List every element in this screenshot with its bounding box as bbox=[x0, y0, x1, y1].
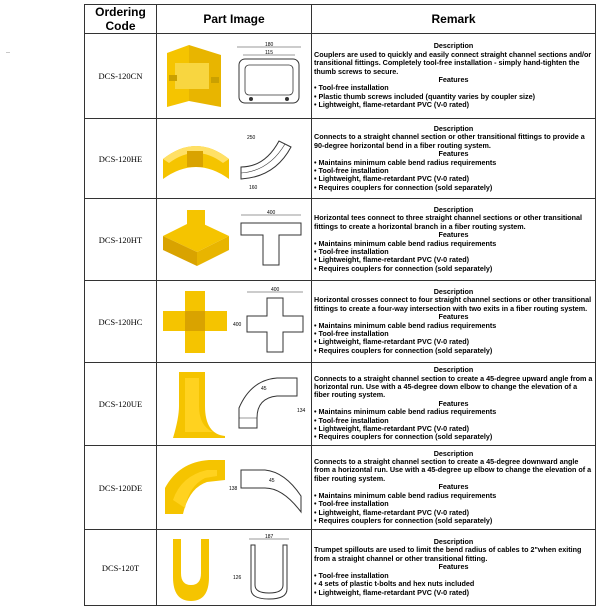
table-row bbox=[85, 199, 596, 281]
feature-item: • Maintains minimum cable bend radius requirements bbox=[314, 322, 593, 330]
feature-item: • Requires couplers for connection (sold separately) bbox=[314, 347, 593, 355]
remark-cell bbox=[312, 281, 596, 363]
features-heading: Features bbox=[438, 398, 469, 408]
dim-label: 45 bbox=[261, 386, 267, 392]
feature-item: • Requires couplers for connection (sold separately) bbox=[314, 184, 593, 192]
ordering-code: DCS-120CN bbox=[85, 34, 157, 119]
horizontal-tee-drawing bbox=[233, 207, 309, 273]
description-text: Horizontal crosses connect to four straight channel sections or other transitional fittings to create a four-way intersection with two exits in a fiber routing system. bbox=[314, 295, 592, 313]
feature-item: • Lightweight, flame-retardant PVC (V-0 rated) bbox=[314, 338, 593, 346]
description-heading: Description bbox=[433, 286, 474, 296]
ordering-code: DCS-120HE bbox=[85, 119, 157, 199]
ordering-code: DCS-120HC bbox=[85, 281, 157, 363]
dim-label: 126 bbox=[233, 574, 242, 581]
coupler-photo bbox=[159, 41, 229, 111]
remark-cell bbox=[312, 446, 596, 530]
feature-item: • Maintains minimum cable bend radius requirements bbox=[314, 492, 593, 500]
scan-mark bbox=[6, 52, 10, 53]
features-heading: Features bbox=[438, 482, 469, 492]
table-row bbox=[85, 363, 596, 446]
feature-item: • Tool-free installation bbox=[314, 330, 593, 338]
dim-label: 160 bbox=[249, 184, 258, 191]
part-image-cell bbox=[157, 199, 312, 281]
remark-cell bbox=[312, 119, 596, 199]
part-image-cell bbox=[157, 34, 312, 119]
part-image-cell bbox=[157, 530, 312, 606]
part-image-cell bbox=[157, 363, 312, 446]
dim-label: 138 bbox=[229, 485, 238, 492]
remark-cell bbox=[312, 530, 596, 606]
up-elbow-drawing bbox=[231, 368, 309, 440]
dim-label: 115 bbox=[265, 50, 273, 56]
description-text: Couplers are used to quickly and easily connect straight channel sections and/or transitional fittings. Completely tool-free installation - simply hand-tighten the thumb screws to secure. bbox=[314, 49, 592, 76]
feature-item: • Tool-free installation bbox=[314, 167, 593, 175]
feature-item: • Lightweight, flame-retardant PVC (V-0 rated) bbox=[314, 509, 593, 517]
trumpet-spillout-photo bbox=[159, 533, 223, 603]
feature-item: • Lightweight, flame-retardant PVC (V-0 rated) bbox=[314, 175, 593, 183]
feature-item: • Tool-free installation bbox=[314, 500, 593, 508]
remark-cell bbox=[312, 34, 596, 119]
dim-label: 400 bbox=[271, 286, 280, 293]
coupler-drawing bbox=[229, 41, 309, 111]
header-part-image: Part Image bbox=[157, 5, 312, 34]
fitting-catalog-table bbox=[84, 4, 596, 606]
feature-item: • Requires couplers for connection (sold separately) bbox=[314, 433, 593, 441]
table-row bbox=[85, 281, 596, 363]
table-row bbox=[85, 119, 596, 199]
horizontal-cross-drawing bbox=[233, 286, 309, 358]
dim-label: 45 bbox=[269, 477, 275, 484]
feature-item: • Requires couplers for connection (sold separately) bbox=[314, 265, 593, 273]
horizontal-cross-photo bbox=[159, 287, 231, 357]
feature-item: • Tool-free installation bbox=[314, 417, 593, 425]
features-heading: Features bbox=[438, 230, 469, 240]
feature-item: • Lightweight, flame-retardant PVC (V-0 rated) bbox=[314, 425, 593, 433]
remark-cell bbox=[312, 363, 596, 446]
feature-item: • Tool-free installation bbox=[314, 84, 593, 92]
horizontal-elbow-photo bbox=[159, 129, 233, 189]
horizontal-elbow-drawing bbox=[235, 127, 309, 191]
part-image-cell bbox=[157, 446, 312, 530]
feature-item: • Maintains minimum cable bend radius requirements bbox=[314, 408, 593, 416]
features-heading: Features bbox=[438, 312, 469, 322]
part-image-cell bbox=[157, 281, 312, 363]
dim-label: 187 bbox=[265, 533, 274, 540]
description-heading: Description bbox=[433, 448, 474, 458]
description-text: Connects to a straight channel section or other transitional fittings to provide a 90-degree horizontal bend in a fiber routing system. bbox=[314, 132, 585, 150]
header-remark: Remark bbox=[312, 5, 596, 34]
feature-item: • Lightweight, flame-retardant PVC (V-0 rated) bbox=[314, 256, 593, 264]
feature-item: • Tool-free installation bbox=[314, 248, 593, 256]
feature-item: • Maintains minimum cable bend radius requirements bbox=[314, 240, 593, 248]
description-text: Horizontal tees connect to three straight channel sections or other transitional fittings to create a horizontal branch in a fiber routing system. bbox=[314, 213, 582, 231]
dim-label: 400 bbox=[267, 209, 276, 216]
header-ordering-code: Ordering Code bbox=[85, 5, 157, 34]
down-elbow-drawing bbox=[229, 452, 309, 524]
ordering-code: DCS-120T bbox=[85, 530, 157, 606]
table-row bbox=[85, 530, 596, 606]
feature-item: • 4 sets of plastic t-bolts and hex nuts included bbox=[314, 580, 593, 588]
feature-item: • Requires couplers for connection (sold separately) bbox=[314, 517, 593, 525]
ordering-code: DCS-120UE bbox=[85, 363, 157, 446]
feature-item: • Plastic thumb screws included (quantity varies by coupler size) bbox=[314, 93, 593, 101]
table-row bbox=[85, 34, 596, 119]
remark-cell bbox=[312, 199, 596, 281]
dim-label: 180 bbox=[265, 42, 274, 48]
down-elbow-photo bbox=[159, 452, 229, 524]
description-heading: Description bbox=[433, 537, 474, 547]
description-text: Trumpet spillouts are used to limit the bend radius of cables to 2"when exiting from a straight channel or other transitional fitting. bbox=[314, 545, 582, 563]
feature-item: • Lightweight, flame-retardant PVC (V-0 rated) bbox=[314, 589, 593, 597]
horizontal-tee-photo bbox=[159, 206, 231, 274]
dim-label: 250 bbox=[247, 134, 256, 141]
description-heading: Description bbox=[433, 41, 474, 51]
dim-label: 400 bbox=[233, 321, 242, 328]
feature-item: • Lightweight, flame-retardant PVC (V-0 rated) bbox=[314, 101, 593, 109]
up-elbow-photo bbox=[159, 368, 229, 440]
features-heading: Features bbox=[438, 75, 469, 84]
description-heading: Description bbox=[433, 204, 474, 214]
features-heading: Features bbox=[438, 562, 469, 572]
ordering-code: DCS-120DE bbox=[85, 446, 157, 530]
header-row bbox=[85, 5, 596, 34]
feature-item: • Tool-free installation bbox=[314, 572, 593, 580]
table-row bbox=[85, 446, 596, 530]
description-heading: Description bbox=[433, 365, 474, 375]
trumpet-spillout-drawing bbox=[229, 533, 309, 603]
description-text: Connects to a straight channel section to create a 45-degree upward angle from a horizontal run. Use with a 45-degree down elbow to change the elevation of a fiber routing system. bbox=[314, 373, 593, 400]
description-text: Connects to a straight channel section to create a 45-degree downward angle from a horizontal run. Use with a 45-degree up elbow to change the elevation of a fiber routing system. bbox=[314, 457, 592, 483]
ordering-code: DCS-120HT bbox=[85, 199, 157, 281]
features-heading: Features bbox=[438, 149, 469, 159]
part-image-cell bbox=[157, 119, 312, 199]
dim-label: 134 bbox=[297, 408, 306, 414]
description-heading: Description bbox=[433, 123, 474, 133]
feature-item: • Maintains minimum cable bend radius requirements bbox=[314, 159, 593, 167]
